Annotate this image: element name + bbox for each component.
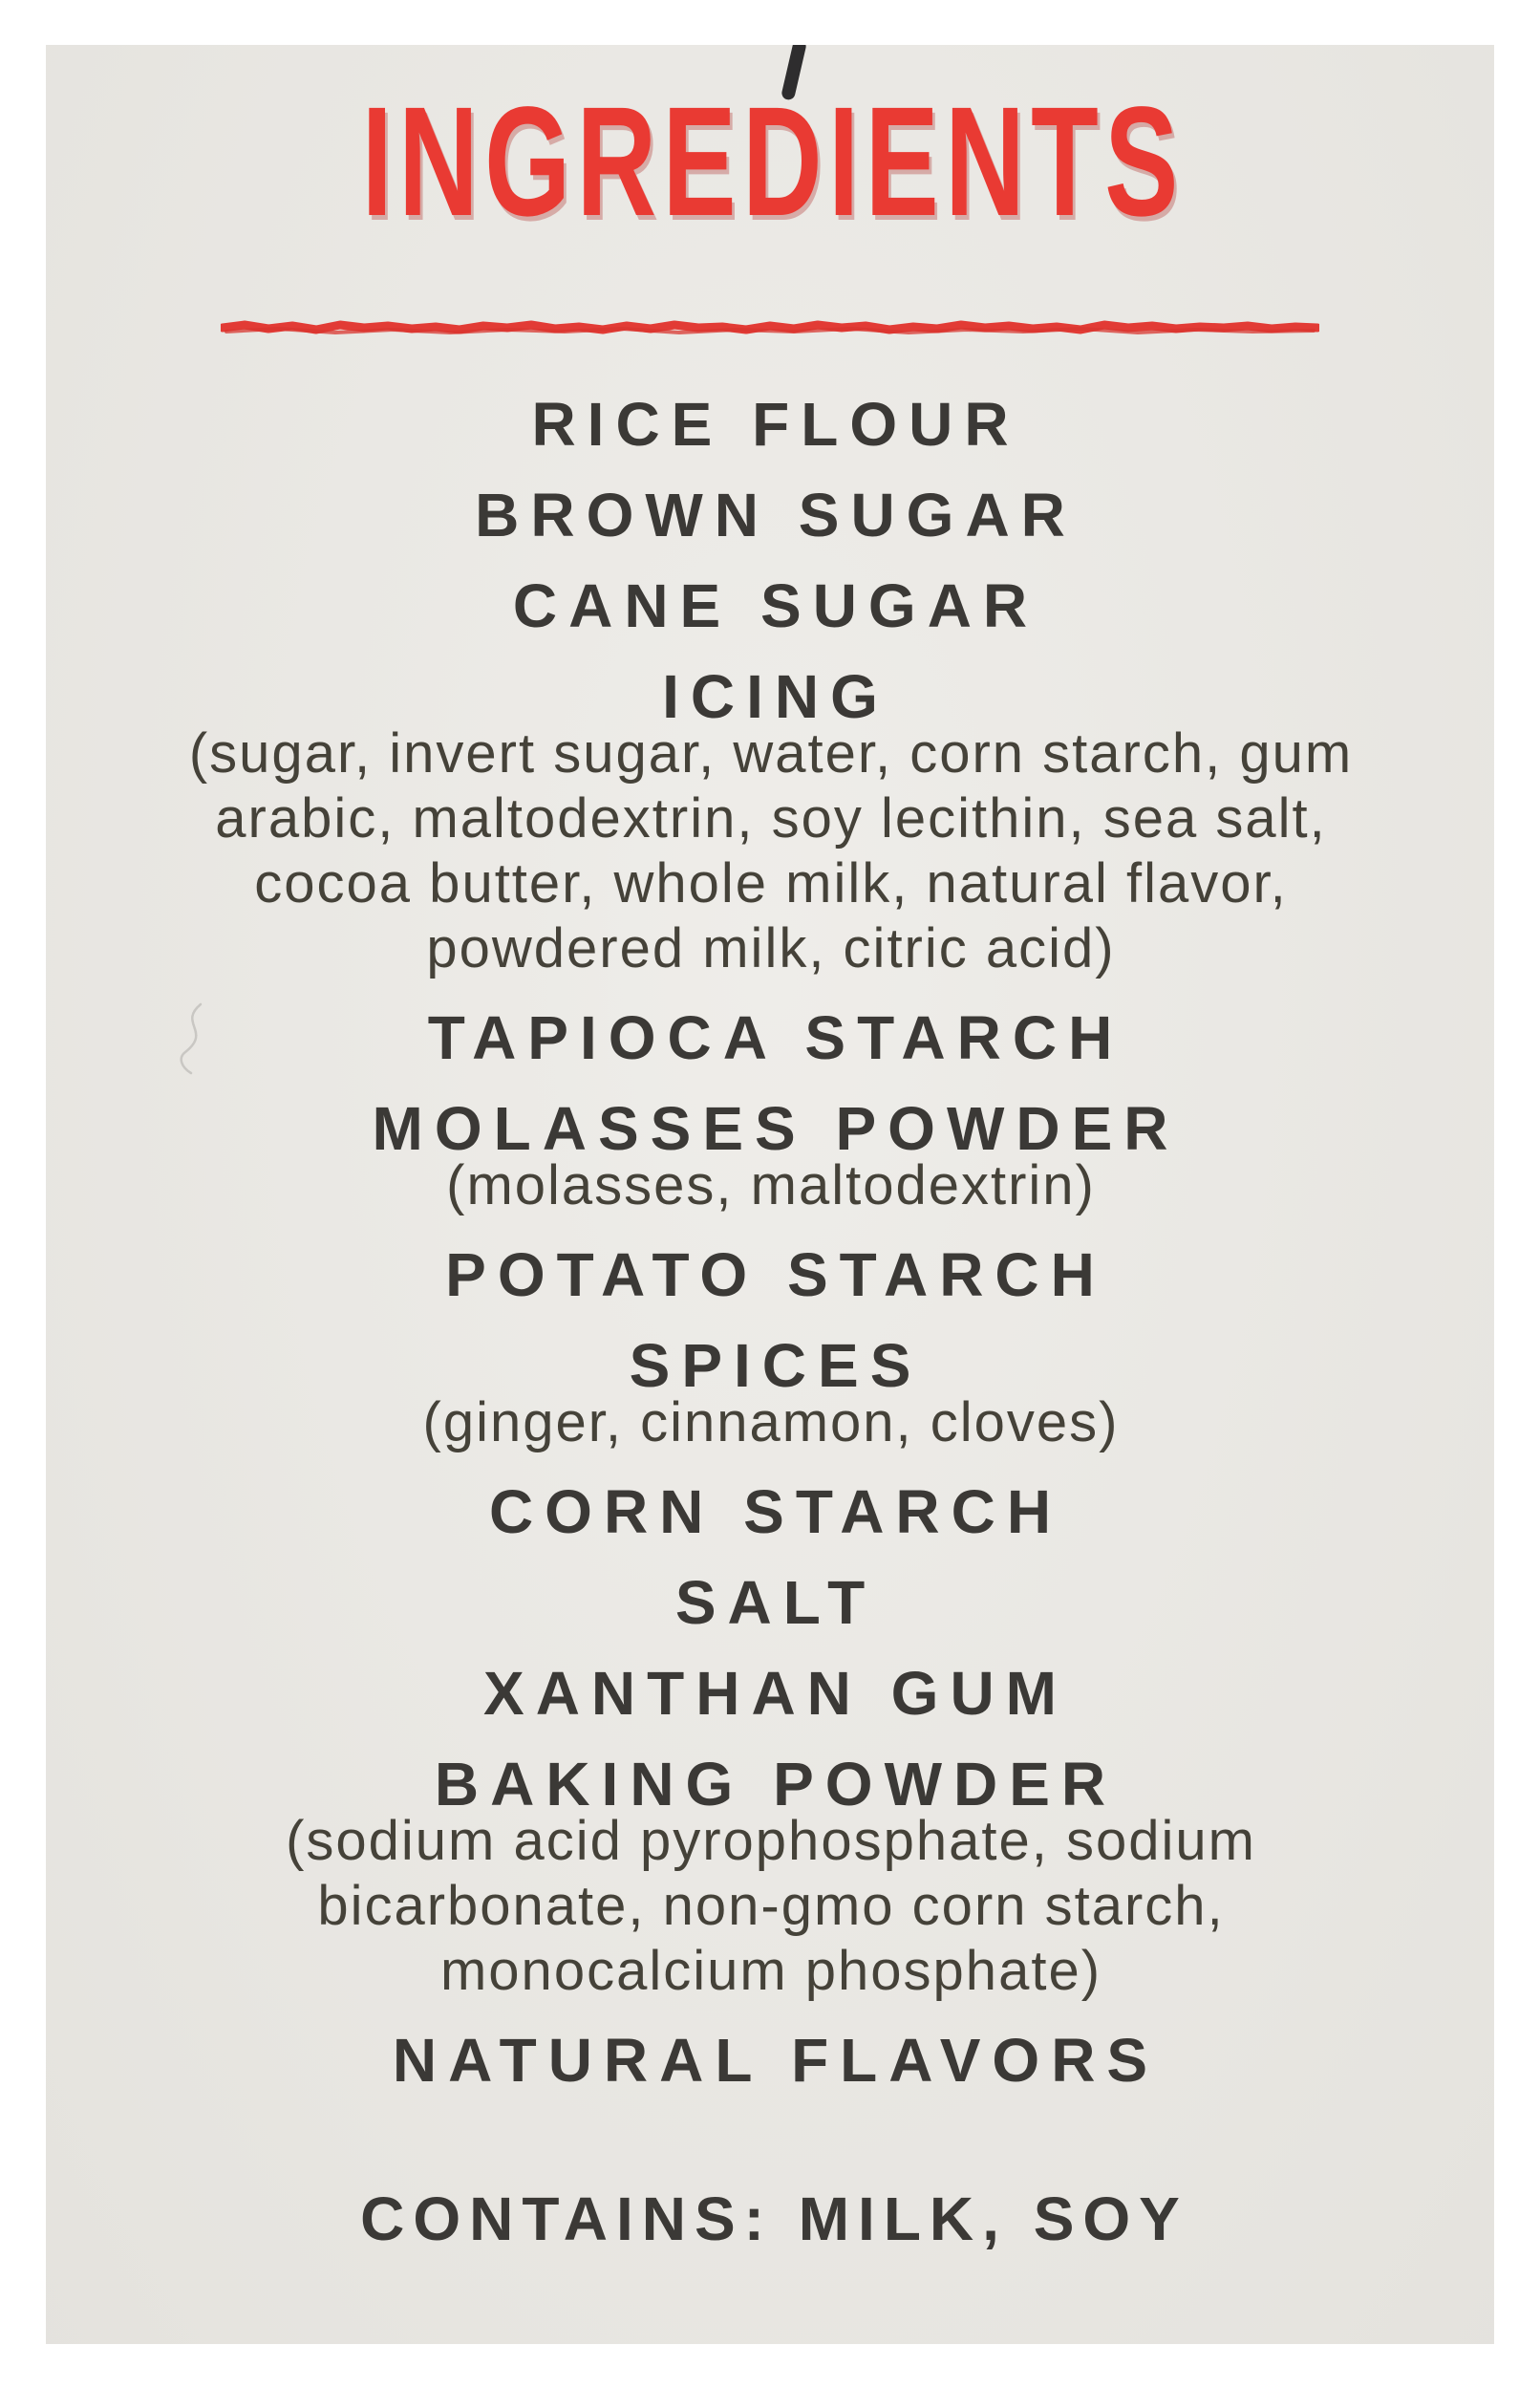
ingredient-sub-item: powdered milk, citric acid)	[426, 917, 1116, 979]
faint-scratch-mark	[159, 1002, 225, 1079]
ingredient-item: BROWN SUGAR	[475, 481, 1077, 549]
ingredient-sub-list	[46, 1153, 1494, 1218]
ingredients-list	[46, 379, 1494, 2106]
ingredients-label-panel	[46, 45, 1494, 2344]
ingredient-sub-item: arabic, maltodextrin, soy lecithin, sea salt,	[215, 787, 1327, 850]
ingredient-sub-item: (sugar, invert sugar, water, corn starch, gum	[188, 722, 1354, 785]
ingredient-sub-list	[46, 1390, 1494, 1455]
ingredient-item: BAKING POWDER	[434, 1750, 1118, 1818]
ingredient-item: RICE FLOUR	[531, 390, 1020, 459]
ingredient-sub-list	[46, 721, 1494, 981]
page-title: INGREDIENTS	[361, 74, 1185, 248]
ingredient-item: NATURAL FLAVORS	[392, 2026, 1160, 2095]
ingredient-item: SPICES	[629, 1331, 923, 1400]
ingredient-item: SALT	[674, 1568, 877, 1637]
ingredient-item: POTATO STARCH	[445, 1240, 1106, 1309]
ingredient-sub-item: (sodium acid pyrophosphate, sodium	[286, 1810, 1256, 1872]
ingredient-sub-item: (molasses, maltodextrin)	[446, 1154, 1096, 1216]
ingredient-sub-item: (ginger, cinnamon, cloves)	[422, 1391, 1120, 1453]
ingredient-item: CANE SUGAR	[512, 571, 1039, 640]
ingredient-item: ICING	[662, 662, 889, 731]
ingredient-item: TAPIOCA STARCH	[427, 1003, 1124, 1072]
ingredient-sub-list	[46, 1809, 1494, 2004]
ingredient-sub-item: monocalcium phosphate)	[439, 1940, 1102, 2002]
allergen-statement: CONTAINS: MILK, SOY	[360, 2184, 1188, 2253]
ingredient-sub-item: cocoa butter, whole milk, natural flavor,	[254, 852, 1288, 914]
title-underline-decoration	[221, 316, 1319, 337]
ingredient-sub-item: bicarbonate, non-gmo corn starch,	[317, 1875, 1225, 1937]
ingredient-item: CORN STARCH	[488, 1477, 1063, 1546]
ingredient-item: XANTHAN GUM	[483, 1659, 1068, 1728]
ingredient-item: MOLASSES POWDER	[372, 1094, 1180, 1163]
